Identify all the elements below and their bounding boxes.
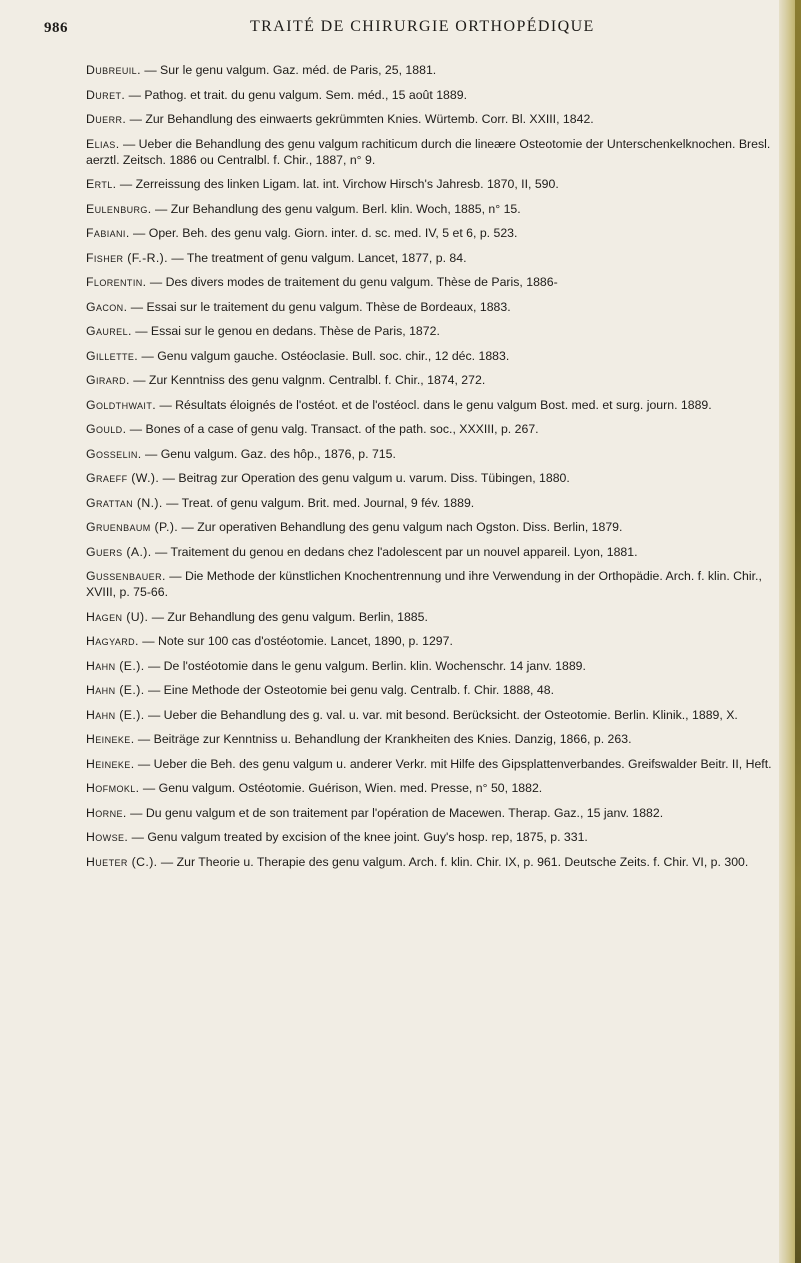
- entry-text: — Zur Behandlung des einwaerts gekrümmten Knies. Würtemb. Corr. Bl. XXIII, 1842.: [126, 112, 594, 126]
- entry-text: — Eine Methode der Osteotomie bei genu valg. Centralb. f. Chir. 1888, 48.: [144, 683, 554, 698]
- bibliography-entry: [86, 201, 774, 217]
- entry-author: Gacon.: [86, 299, 128, 314]
- bibliography-entry: [86, 250, 774, 266]
- bibliography-entry: [86, 544, 774, 560]
- entry-author: Fabiani.: [86, 226, 130, 241]
- entry-text: — Beiträge zur Kenntniss u. Behandlung der Krankheiten des Knies. Danzig, 1866, p. 263.: [134, 732, 632, 747]
- entry-author: Gruenbaum (P.).: [86, 520, 179, 535]
- running-title: TRAITÉ DE CHIRURGIE ORTHOPÉDIQUE: [250, 18, 595, 35]
- entry-text: — Note sur 100 cas d'ostéotomie. Lancet, 1890, p. 1297.: [138, 634, 453, 649]
- bibliography-entry: [86, 682, 774, 698]
- entry-author: Hahn (E.).: [86, 707, 145, 722]
- bibliography-entry: [86, 136, 774, 168]
- bibliography-entry: [86, 446, 774, 462]
- entry-text: — Beitrag zur Operation des genu valgum u. varum. Diss. Tübingen, 1880.: [159, 471, 570, 486]
- entry-author: Grattan (N.).: [86, 495, 163, 510]
- entry-text: — Essai sur le traitement du genu valgum. Thèse de Bordeaux, 1883.: [127, 299, 511, 314]
- entry-author: Goldthwait.: [86, 397, 157, 412]
- entry-text: — Zur Kenntniss des genu valgnm. Centralbl. f. Chir., 1874, 272.: [129, 373, 486, 388]
- entry-author: Dubreuil.: [86, 63, 141, 77]
- entry-author: Girard.: [86, 373, 130, 388]
- bibliography-entry: [86, 62, 774, 78]
- entry-author: Gosselin.: [86, 446, 142, 461]
- entry-text: — Sur le genu valgum. Gaz. méd. de Paris, 25, 1881.: [140, 63, 437, 77]
- entry-text: — Genu valgum treated by excision of the knee joint. Guy's hosp. rep, 1875, p. 331.: [128, 830, 588, 845]
- entry-text: — Du genu valgum et de son traitement par l'opération de Macewen. Therap. Gaz., 15 janv. 1882.: [126, 805, 664, 820]
- entry-text: — Treat. of genu valgum. Brit. med. Journal, 9 fév. 1889.: [162, 495, 475, 510]
- entry-author: Duerr.: [86, 112, 127, 126]
- bibliography-entry: [86, 111, 774, 127]
- entry-author: Duret.: [86, 87, 126, 102]
- bibliography-entry: [86, 829, 774, 845]
- entry-text: — Oper. Beh. des genu valg. Giorn. inter. d. sc. med. IV, 5 et 6, p. 523.: [129, 226, 518, 241]
- bibliography-entry: [86, 87, 774, 103]
- entry-text: — Genu valgum. Ostéotomie. Guérison, Wien. med. Presse, n° 50, 1882.: [139, 781, 543, 796]
- entry-text: — Ueber die Beh. des genu valgum u. anderer Verkr. mit Hilfe des Gipsplattenverbandes. Greifswalder Beitr. II, Heft.: [134, 756, 772, 771]
- bibliography-entry: [86, 225, 774, 241]
- page-header: [0, 18, 801, 44]
- entry-text: — Zerreissung des linken Ligam. lat. int. Virchow Hirsch's Jahresb. 1870, II, 590.: [116, 177, 559, 192]
- bibliography-entry: [86, 707, 774, 723]
- entry-author: Hahn (E.).: [86, 683, 145, 698]
- bibliography-entry: [86, 854, 774, 870]
- bibliography-entry: [86, 421, 774, 437]
- page-edge-binding: [795, 0, 801, 1263]
- entry-author: Howse.: [86, 830, 129, 845]
- bibliography-entry: [86, 731, 774, 747]
- entry-author: Eulenburg.: [86, 201, 152, 216]
- entry-text: — Résultats éloignés de l'ostéot. et de l'ostéocl. dans le genu valgum Bost. med. et surg. journ. 1889.: [156, 397, 712, 412]
- entry-author: Florentin.: [86, 275, 147, 290]
- bibliography-entry: [86, 756, 774, 772]
- bibliography-entry: [86, 633, 774, 649]
- entry-text: — De l'ostéotomie dans le genu valgum. Berlin. klin. Wochenschr. 14 janv. 1889.: [144, 658, 586, 673]
- bibliography-entry: [86, 348, 774, 364]
- bibliography-list: [86, 62, 774, 878]
- bibliography-entry: [86, 397, 774, 413]
- entry-text: — Genu valgum. Gaz. des hôp., 1876, p. 715.: [141, 446, 396, 461]
- bibliography-entry: [86, 470, 774, 486]
- entry-text: — The treatment of genu valgum. Lancet, 1877, p. 84.: [168, 250, 467, 265]
- bibliography-entry: [86, 274, 774, 290]
- entry-author: Hofmokl.: [86, 781, 140, 796]
- entry-author: Fisher (F.-R.).: [86, 250, 168, 265]
- bibliography-entry: [86, 658, 774, 674]
- bibliography-entry: [86, 805, 774, 821]
- entry-author: Hagen (U).: [86, 609, 149, 624]
- entry-author: Hahn (E.).: [86, 658, 145, 673]
- entry-author: Gaurel.: [86, 324, 132, 339]
- entry-author: Gillette.: [86, 348, 139, 363]
- entry-text: — Des divers modes de traitement du genu valgum. Thèse de Paris, 1886-: [146, 275, 558, 290]
- bibliography-entry: [86, 568, 774, 600]
- bibliography-entry: [86, 519, 774, 535]
- entry-text: — Pathog. et trait. du genu valgum. Sem. méd., 15 août 1889.: [125, 87, 467, 102]
- entry-author: Heineke.: [86, 732, 135, 747]
- entry-author: Ertl.: [86, 177, 117, 192]
- entry-text: — Die Methode der künstlichen Knochentrennung und ihre Verwendung in der Orthopädie. Arch. f. klin. Chir., XVIII, p. 75-66.: [86, 569, 762, 600]
- entry-text: — Essai sur le genou en dedans. Thèse de Paris, 1872.: [131, 324, 440, 339]
- entry-author: Hagyard.: [86, 634, 139, 649]
- entry-text: — Ueber die Behandlung des genu valgum rachiticum durch die lineære Osteotomie der Unterschenkelknochen. Bresl. aerztl. Zeitsch. 1886 ou Centralbl. f. Chir., 1887, n° 9.: [86, 136, 771, 167]
- entry-text: — Ueber die Behandlung des g. val. u. var. mit besond. Berücksicht. der Osteotomie. Berlin. Klinik., 1889, X.: [144, 707, 738, 722]
- entry-author: Graeff (W.).: [86, 471, 160, 486]
- entry-author: Heineke.: [86, 756, 135, 771]
- entry-text: — Genu valgum gauche. Ostéoclasie. Bull. soc. chir., 12 déc. 1883.: [138, 348, 510, 363]
- bibliography-entry: [86, 609, 774, 625]
- bibliography-entry: [86, 780, 774, 796]
- page-number: 986: [44, 20, 68, 36]
- entry-text: — Zur Behandlung des genu valgum. Berlin, 1885.: [148, 609, 428, 624]
- bibliography-entry: [86, 176, 774, 192]
- entry-text: — Traitement du genou en dedans chez l'adolescent par un nouvel appareil. Lyon, 1881.: [151, 544, 638, 559]
- entry-text: — Zur Behandlung des genu valgum. Berl. klin. Woch, 1885, n° 15.: [151, 201, 521, 216]
- entry-author: Gussenbauer.: [86, 569, 166, 584]
- entry-author: Guers (A.).: [86, 544, 152, 559]
- bibliography-entry: [86, 323, 774, 339]
- entry-text: — Zur Theorie u. Therapie des genu valgum. Arch. f. klin. Chir. IX, p. 961. Deutsche Zeits. f. Chir. VI, p. 300.: [157, 854, 749, 869]
- bibliography-entry: [86, 299, 774, 315]
- bibliography-entry: [86, 495, 774, 511]
- entry-author: Horne.: [86, 805, 127, 820]
- entry-text: — Bones of a case of genu valg. Transact. of the path. soc., XXXIII, p. 267.: [126, 422, 539, 437]
- entry-author: Hueter (C.).: [86, 854, 158, 869]
- entry-text: — Zur operativen Behandlung des genu valgum nach Ogston. Diss. Berlin, 1879.: [178, 520, 623, 535]
- bibliography-entry: [86, 372, 774, 388]
- entry-author: Elias.: [86, 136, 120, 151]
- entry-author: Gould.: [86, 422, 127, 437]
